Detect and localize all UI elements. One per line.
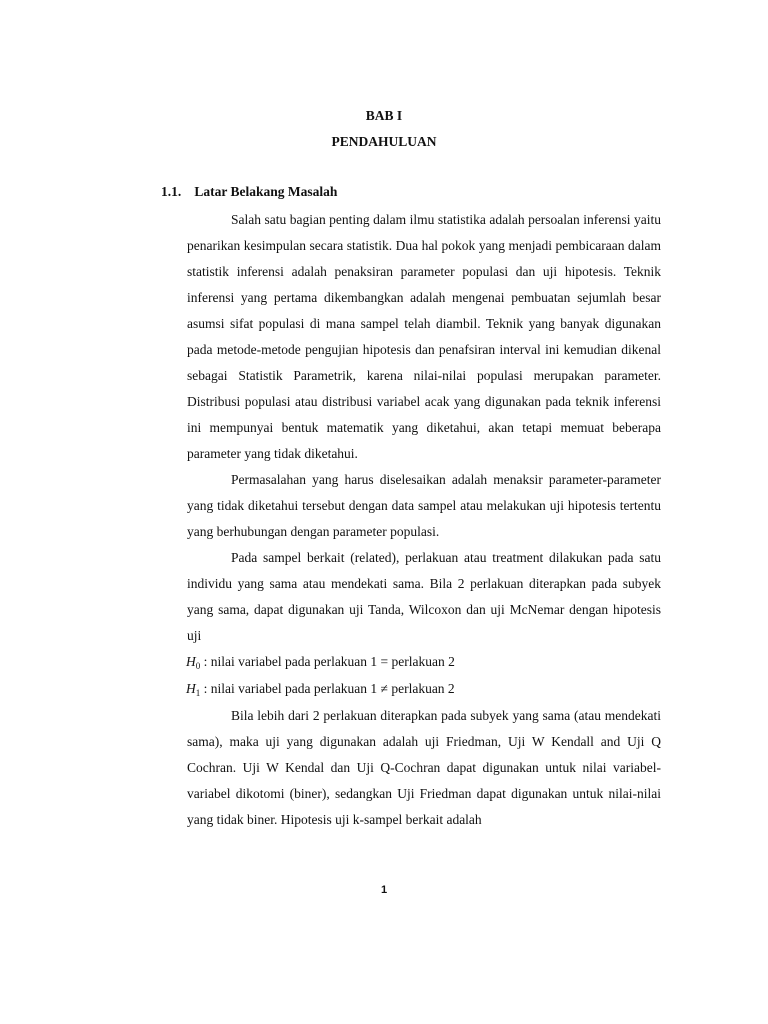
- chapter-number: BAB I: [365, 108, 403, 123]
- paragraph-4: Bila lebih dari 2 perlakuan diterapkan pada subyek yang sama (atau mendekati sama), maka uji yang digunakan adalah uji Friedman, Uji W Kendall and Uji Q Cochran. Uji W Kendal dan Uji Q-Cochran dapat digunakan untuk nilai variabel-variabel dikotomi (biner), sedangkan Uji Friedman dapat digunakan untuk nilai-nilai yang tidak biner. Hipotesis uji k-sampel berkait adalah: [187, 708, 661, 827]
- hypothesis-null: [186, 649, 660, 676]
- hypothesis-null-text: : nilai variabel pada perlakuan 1 = perlakuan 2: [200, 654, 455, 669]
- section-title: Latar Belakang Masalah: [194, 184, 338, 199]
- paragraph-3: Pada sampel berkait (related), perlakuan atau treatment dilakukan pada satu individu yang sama atau mendekati sama. Bila 2 perlakuan diterapkan pada subyek yang sama, dapat digunakan uji Tanda, Wilcoxon dan uji McNemar dengan hipotesis uji: [187, 550, 661, 643]
- hypothesis-null-subscript: 0: [195, 661, 201, 671]
- paragraph-1: Salah satu bagian penting dalam ilmu statistika adalah persoalan inferensi yaitu penarikan kesimpulan secara statistik. Dua hal pokok yang menjadi pembicaraan dalam statistik inferensi adalah penaksiran parameter populasi dan uji hipotesis. Teknik inferensi yang pertama dikembangkan adalah mengenai pembuatan sejumlah besar asumsi sifat populasi di mana sampel telah diambil. Teknik yang banyak digunakan pada metode-metode pengujian hipotesis dan penafsiran interval ini kemudian dikenal sebagai Statistik Parametrik, karena nilai-nilai populasi merupakan parameter. Distribusi populasi atau distribusi variabel acak yang digunakan pada teknik inferensi ini mempunyai bentuk matematik yang diketahui, akan tetapi memuat beberapa parameter yang tidak diketahui.: [187, 212, 661, 461]
- chapter-title: PENDAHULUAN: [331, 134, 437, 149]
- hypothesis-alt-subscript: 1: [195, 688, 201, 698]
- hypothesis-alt-symbol: H: [186, 681, 196, 696]
- page-number: 1: [380, 884, 388, 896]
- hypothesis-alternative: [186, 676, 660, 703]
- paragraph-2: Permasalahan yang harus diselesaikan adalah menaksir parameter-parameter yang tidak diketahui tersebut dengan data sampel atau melakukan uji hipotesis tertentu yang berhubungan dengan parameter populasi.: [187, 472, 661, 539]
- section-heading: [161, 184, 337, 200]
- section-number: 1.1.: [161, 184, 182, 199]
- hypothesis-null-symbol: H: [186, 654, 196, 669]
- body-text: [187, 207, 661, 833]
- hypothesis-alt-text: : nilai variabel pada perlakuan 1 ≠ perlakuan 2: [200, 681, 455, 696]
